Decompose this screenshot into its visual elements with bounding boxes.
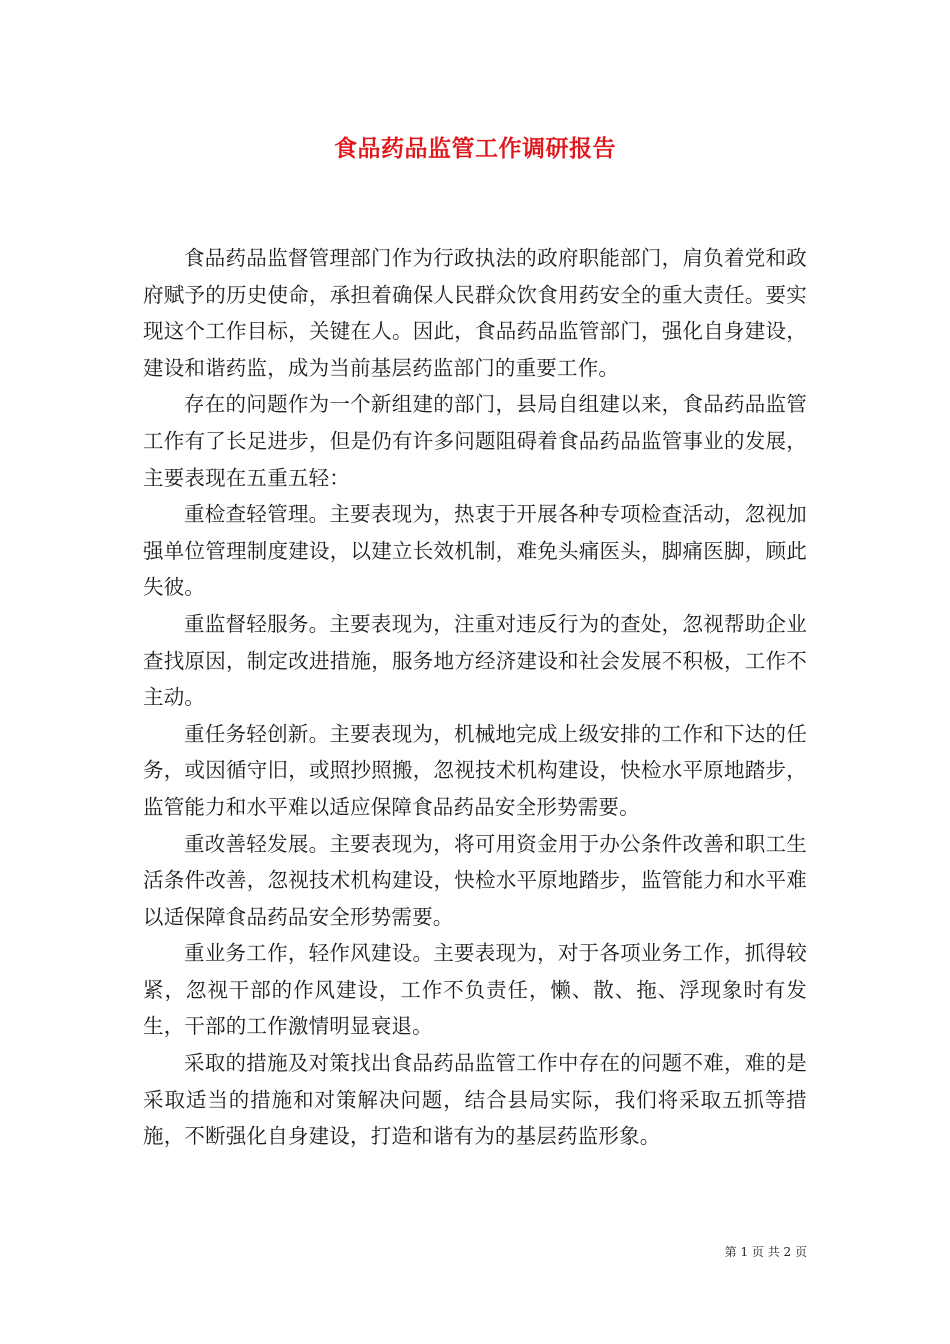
document-body (143, 240, 807, 1155)
paragraph-measures: 采取的措施及对策找出食品药品监管工作中存在的问题不难，难的是采取适当的措施和对策解决问题，结合县局实际，我们将采取五抓等措施，不断强化自身建设，打造和谐有为的基层药监形象。 (143, 1051, 807, 1149)
paragraph-intro: 食品药品监督管理部门作为行政执法的政府职能部门，肩负着党和政府赋予的历史使命，承担着确保人民群众饮食用药安全的重大责任。要实现这个工作目标，关键在人。因此，食品药品监管部门，强化自身建设，建设和谐药监，成为当前基层药监部门的重要工作。 (143, 246, 807, 380)
paragraph-supervision: 重监督轻服务。主要表现为，注重对违反行为的查处，忽视帮助企业查找原因，制定改进措施，服务地方经济建设和社会发展不积极，工作不主动。 (143, 611, 807, 710)
paragraph-work-style: 重业务工作，轻作风建设。主要表现为，对于各项业务工作，抓得较紧，忽视干部的作风建设，工作不负责任，懒、散、拖、浮现象时有发生，干部的工作激情明显衰退。 (143, 941, 807, 1039)
paragraph-innovation: 重任务轻创新。主要表现为，机械地完成上级安排的工作和下达的任务，或因循守旧，或照抄照搬，忽视技术机构建设，快检水平原地踏步，监管能力和水平难以适应保障食品药品安全形势需要。 (143, 721, 807, 819)
document-title: 食品药品监管工作调研报告 (334, 135, 616, 162)
paragraph-development: 重改善轻发展。主要表现为，将可用资金用于办公条件改善和职工生活条件改善，忽视技术机构建设，快检水平原地踏步，监管能力和水平难以适保障食品药品安全形势需要。 (143, 831, 807, 929)
paragraph-problems: 存在的问题作为一个新组建的部门，县局自组建以来，食品药品监管工作有了长足进步，但是仍有许多问题阻碍着食品药品监管事业的发展，主要表现在五重五轻： (143, 392, 807, 490)
paragraph-inspection: 重检查轻管理。主要表现为，热衷于开展各种专项检查活动，忽视加强单位管理制度建设，以建立长效机制，难免头痛医头，脚痛医脚，顾此失彼。 (143, 502, 807, 600)
page-number: 第 1 页 共 2 页 (724, 1245, 807, 1259)
